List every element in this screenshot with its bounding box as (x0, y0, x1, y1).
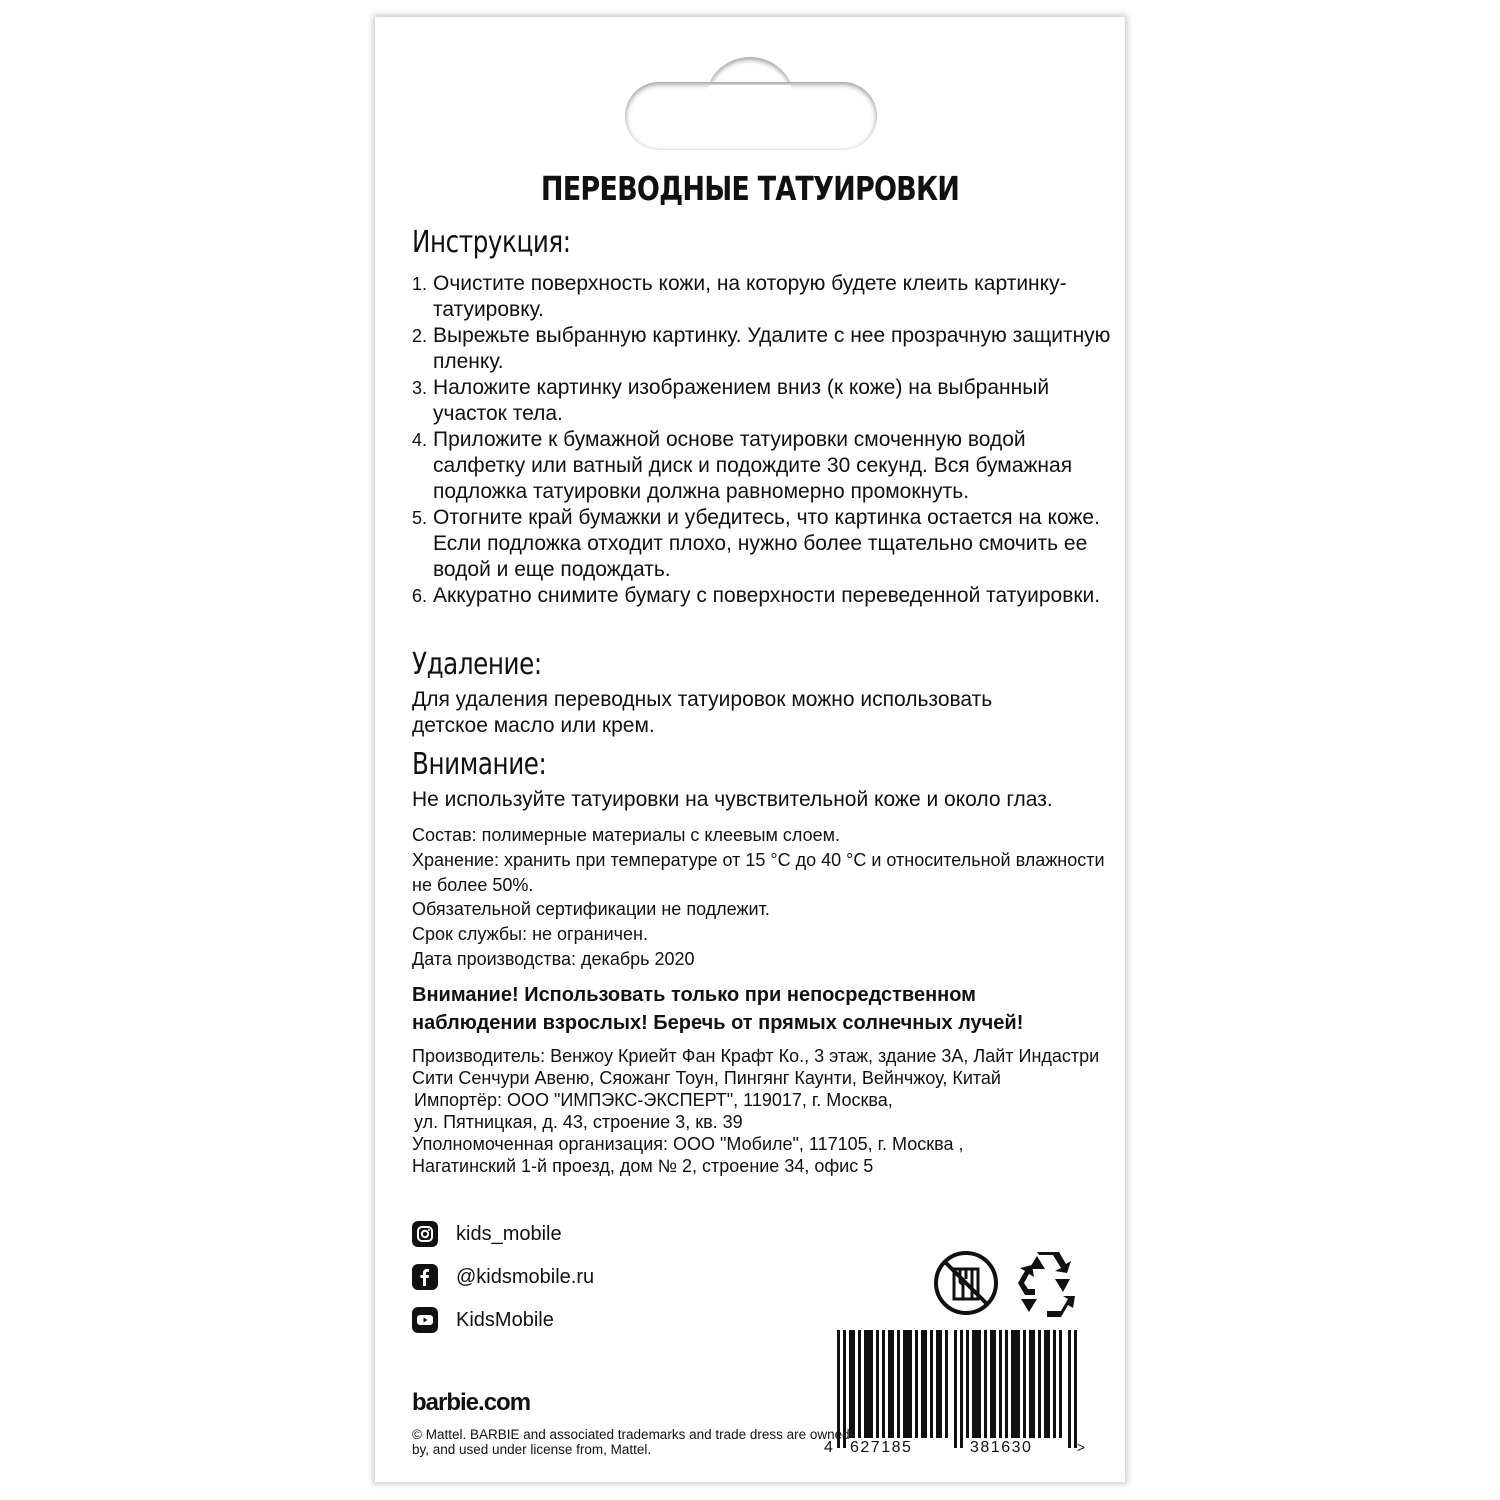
barcode (837, 1330, 1087, 1450)
not-food-contact-icon (932, 1249, 1000, 1317)
safety-warning: Внимание! Использовать только при непосредственном наблюдении взрослых! Беречь от прямых солнечных лучей! (412, 984, 1024, 1034)
removal-text: Для удаления переводных татуировок можно использовать детское масло или крем. (412, 688, 993, 737)
removal-heading: Удаление: (412, 647, 542, 682)
authorized-line-2: Нагатинский 1-й проезд, дом № 2, строение 34, офис 5 (412, 1156, 874, 1176)
manufacturer-info (412, 1045, 1102, 1177)
authorized-line-1: Уполномоченная организация: ООО "Мобиле", 117105, г. Москва , (412, 1134, 964, 1154)
product-title: ПЕРЕВОДНЫЕ ТАТУИРОВКИ (540, 169, 960, 208)
instagram-label: kids_mobile (456, 1222, 562, 1245)
attention-heading: Внимание: (412, 747, 547, 782)
service-life-text: Срок службы: не ограничен. (412, 924, 648, 945)
instagram-icon (412, 1221, 438, 1247)
barcode-arrow: > (1077, 1439, 1086, 1455)
attention-text: Не используйте татуировки на чувствительной коже и около глаз. (412, 788, 1053, 811)
instruction-step: 2. Вырежьте выбранную картинку. Удалите с нее прозрачную защитную пленку. (412, 324, 1111, 373)
recycle-icon (1011, 1249, 1081, 1317)
importer-line-2: ул. Пятницкая, д. 43, строение 3, кв. 39 (414, 1112, 743, 1132)
instruction-heading: Инструкция: (412, 225, 571, 260)
barcode-group-1: 627185 (850, 1439, 913, 1456)
composition-text: Состав: полимерные материалы с клеевым слоем. (412, 825, 840, 845)
brand-site-link[interactable]: barbie.com (412, 1389, 531, 1416)
social-instagram[interactable] (412, 1220, 562, 1248)
production-date-text: Дата производства: декабрь 2020 (412, 948, 695, 969)
instruction-step: 5. Отогните край бумажки и убедитесь, что картинка остается на коже. Если подложка отходит плохо, нужно более тщательно смочить ее водой и еще подождать. (412, 506, 1100, 581)
legal-notice: © Mattel. BARBIE and associated trademarks and trade dress are owned by, and used under license from, Mattel. (412, 1427, 850, 1457)
producer-text: Производитель: Венжоу Криейт Фан Крафт Ко., 3 этаж, здание 3А, Лайт Индастри Сити Сенчури Авеню, Сяожанг Тоун, Пингянг Каунти, Вейнчжоу, Китай (412, 1046, 1100, 1088)
facebook-label: @kidsmobile.ru (456, 1265, 595, 1288)
instruction-step: 6. Аккуратно снимите бумагу с поверхности переведенной татуировки. (412, 584, 1101, 607)
facebook-icon (412, 1264, 438, 1290)
packaging-card (375, 17, 1125, 1482)
social-youtube[interactable] (412, 1306, 554, 1334)
social-facebook[interactable] (412, 1263, 594, 1291)
youtube-icon (412, 1307, 438, 1333)
youtube-label: KidsMobile (456, 1308, 554, 1331)
instruction-step: 4. Приложите к бумажной основе татуировки смоченную водой салфетку или ватный диск и подождите 30 секунд. Вся бумажная подложка татуировки должна равномерно промокнуть. (412, 428, 1073, 503)
storage-text: Хранение: хранить при температуре от 15 °С до 40 °С и относительной влажности не более 50%. (412, 849, 1105, 895)
barcode-group-2: 381630 (970, 1439, 1033, 1456)
certification-text: Обязательной сертификации не подлежит. (412, 899, 770, 920)
instruction-step: 3. Наложите картинку изображением вниз (к коже) на выбранный участок тела. (412, 376, 1050, 425)
importer-line-1: Импортёр: ООО "ИМПЭКС-ЭКСПЕРТ", 119017, г. Москва, (414, 1090, 893, 1110)
instruction-list (412, 271, 1112, 609)
barcode-first-digit: 4 (824, 1439, 835, 1456)
instruction-step: 1. Очистите поверхность кожи, на которую будете клеить картинку-татуировку. (412, 272, 1067, 321)
product-details (412, 823, 1112, 972)
